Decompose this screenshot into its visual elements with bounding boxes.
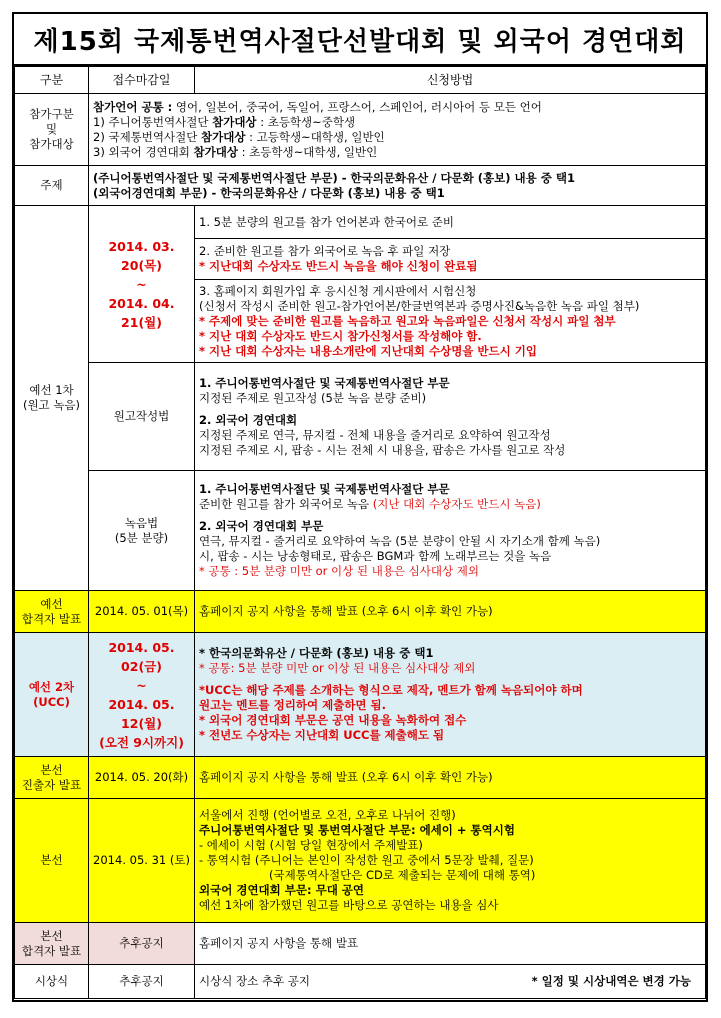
- ceremony-date: 추후공지: [89, 965, 195, 999]
- header-method: 신청방법: [195, 67, 706, 94]
- contest-target-text: : 초등학생~대학생, 일반인: [237, 144, 378, 159]
- ceremony-content: [195, 965, 706, 999]
- ceremony-row: [15, 965, 706, 999]
- intl-target-label: 참가대상: [201, 129, 246, 144]
- script-heading-1: 1. 주니어통번역사절단 및 국제통번역사절단 부문: [199, 375, 450, 390]
- step-3: [195, 280, 705, 363]
- prelim2-row: [15, 633, 706, 757]
- prelim1-date-start: 2014. 03. 20(목): [108, 238, 175, 273]
- record-text-2b: 시, 팝송 - 시는 낭송형태로, 팝송은 BGM과 함께 노래부르는 것을 녹음: [199, 549, 552, 563]
- step-3-note-2: * 지난 대회 수상자도 반드시 참가신청서를 작성해야 함.: [199, 328, 482, 343]
- prelim2-date-end: 2014. 05. 12(월): [108, 696, 175, 731]
- step-3-sub: (신청서 작성시 준비한 원고-참가언어본/한글번역본과 증명사진&녹음한 녹음 파일 첨부): [199, 298, 640, 313]
- prelim1-steps-row: [15, 206, 706, 363]
- finalist-announce-label: 본선 진출자 발표: [15, 757, 89, 799]
- prelim2-line-5: * 외국어 경연대회 부문은 공연 내용을 녹화하여 접수: [199, 713, 467, 727]
- steps-table: [195, 206, 705, 362]
- record-method-label: 녹음법 (5분 분량): [89, 471, 195, 591]
- prelim1-date-sep: ~: [136, 276, 147, 292]
- finalist-announce-row: [15, 757, 706, 799]
- junior-label: 1) 주니어통번역사절단: [93, 114, 213, 129]
- prelim-announce-date: 2014. 05. 01(목): [89, 591, 195, 633]
- final-announce-text: 홈페이지 공지 사항을 통해 발표: [195, 923, 706, 965]
- prelim2-line-6: * 전년도 수상자는 지난대회 UCC를 제출해도 됨: [199, 728, 445, 742]
- prelim2-date-note: (오전 9시까지): [99, 734, 184, 750]
- step-3-text: 3. 홈페이지 회원가입 후 응시신청 게시판에서 시험신청: [199, 283, 477, 298]
- ceremony-note: * 일정 및 시상내역은 변경 가능: [531, 974, 691, 988]
- ceremony-text: 시상식 장소 추후 공지: [199, 974, 310, 988]
- final-date: 2014. 05. 31 (토): [89, 799, 195, 923]
- header-row: [15, 67, 706, 94]
- theme-line-2: (외국어경연대회 부문) - 한국의문화유산 / 다문화 (홍보) 내용 중 택1: [93, 185, 445, 200]
- record-text-1: 준비한 원고를 참가 외국어로 녹음: [199, 497, 370, 511]
- theme-line-1: (주니어통번역사절단 및 국제통번역사절단 부문) - 한국의문화유산 / 다문화 (홍보) 내용 중 택1: [93, 170, 575, 185]
- prelim1-steps: [195, 206, 706, 363]
- finalist-announce-text: 홈페이지 공지 사항을 통해 발표 (오후 6시 이후 확인 가능): [195, 757, 706, 799]
- participants-content: [89, 94, 706, 166]
- contest-label: 3) 외국어 경연대회: [93, 144, 194, 159]
- participants-row: [15, 94, 706, 166]
- step-2-note: * 지난대회 수상자도 반드시 녹음을 해야 신청이 완료됨: [199, 259, 478, 273]
- record-heading-2: 2. 외국어 경연대회 부문: [199, 519, 324, 533]
- contest-target-label: 참가대상: [193, 144, 238, 159]
- final-label: 본선: [15, 799, 89, 923]
- record-heading-1: 1. 주니어통번역사절단 및 국제통번역사절단 부문: [199, 482, 450, 496]
- script-text-2a: 지정된 주제로 연극, 뮤지컬 - 전체 내용을 줄거리로 요약하여 원고작성: [199, 427, 551, 442]
- record-text-2a: 연극, 뮤지컬 - 줄거리로 요약하여 녹음 (5분 분량이 안될 시 자기소개 함께 녹음): [199, 534, 601, 548]
- final-line-1: 서울에서 진행 (언어별로 오전, 오후로 나뉘어 진행): [199, 808, 456, 822]
- prelim2-content: [195, 633, 706, 757]
- script-method-row: [15, 363, 706, 471]
- page-title: 제15회 국제통번역사절단선발대회 및 외국어 경연대회: [14, 14, 706, 66]
- prelim-announce-row: [15, 591, 706, 633]
- prelim1-label: 예선 1차 (원고 녹음): [15, 206, 89, 591]
- final-line-4: - 통역시험 (주니어는 본인이 작성한 원고 중에서 5문장 발췌, 질문): [199, 853, 534, 867]
- script-text-2b: 지정된 주제로 시, 팝송 - 시는 전체 시 내용을, 팝송은 가사를 원고로 작성: [199, 442, 566, 457]
- theme-row: [15, 166, 706, 206]
- final-announce-label: 본선 합격자 발표: [15, 923, 89, 965]
- final-line-5: (국제통역사절단은 CD로 제출되는 문제에 대해 통역): [269, 868, 536, 882]
- ceremony-label: 시상식: [15, 965, 89, 999]
- prelim2-line-3: *UCC는 해당 주제를 소개하는 형식으로 제작, 멘트가 함께 녹음되어야 하며: [199, 683, 583, 697]
- prelim2-line-2: * 공통: 5분 분량 미만 or 이상 된 내용은 심사대상 제외: [199, 661, 476, 675]
- prelim-announce-text: 홈페이지 공지 사항을 통해 발표 (오후 6시 이후 확인 가능): [195, 591, 706, 633]
- final-row: [15, 799, 706, 923]
- document-frame: [12, 12, 708, 1002]
- prelim2-date-sep: ~: [136, 677, 147, 693]
- final-line-6: 외국어 경연대회 부문: 무대 공연: [199, 883, 365, 897]
- final-content: [195, 799, 706, 923]
- header-deadline: 접수마감일: [89, 67, 195, 94]
- intl-target-text: : 고등학생~대학생, 일반인: [245, 129, 385, 144]
- header-category: 구분: [15, 67, 89, 94]
- participants-label: 참가구분 및 참가대상: [15, 94, 89, 166]
- intl-label: 2) 국제통번역사절단: [93, 129, 201, 144]
- script-heading-2: 2. 외국어 경연대회: [199, 412, 298, 427]
- final-line-3: - 에세이 시험 (시험 당일 현장에서 주제발표): [199, 838, 423, 852]
- step-2: [195, 239, 705, 280]
- junior-target-label: 참가대상: [212, 114, 257, 129]
- record-text-2-note: * 공통 : 5분 분량 미만 or 이상 된 내용은 심사대상 제외: [199, 564, 479, 578]
- step-3-note-3: * 지난 대회 수상자는 내용소개란에 지난대회 수상명을 반드시 기입: [199, 343, 537, 358]
- step-1: 1. 5분 분량의 원고를 참가 언어본과 한국어로 준비: [195, 206, 705, 239]
- prelim2-line-4: 원고는 멘트를 정리하여 제출하면 됨.: [199, 698, 387, 712]
- step-2-text: 2. 준비한 원고를 참가 외국어로 녹음 후 파일 저장: [199, 244, 451, 258]
- prelim-announce-label: 예선 합격자 발표: [15, 591, 89, 633]
- prelim2-line-1: * 한국의문화유산 / 다문화 (홍보) 내용 중 택1: [199, 646, 434, 660]
- prelim1-date-end: 2014. 04. 21(월): [108, 295, 175, 330]
- common-language-label: 참가언어 공통 :: [93, 99, 173, 114]
- step-3-note-1: * 주제에 맞는 준비한 원고를 녹음하고 원고와 녹음파일은 신청서 작성시 파일 첨부: [199, 313, 616, 328]
- record-text-1-note: (지난 대회 수상자도 반드시 녹음): [369, 497, 541, 511]
- final-announce-date: 추후공지: [89, 923, 195, 965]
- script-text-1: 지정된 주제로 원고작성 (5분 녹음 분량 준비): [199, 390, 427, 405]
- finalist-announce-date: 2014. 05. 20(화): [89, 757, 195, 799]
- prelim1-date: [89, 206, 195, 363]
- schedule-table: [14, 66, 706, 999]
- prelim2-date: [89, 633, 195, 757]
- junior-target-text: : 초등학생~중학생: [256, 114, 356, 129]
- record-method-content: [195, 471, 706, 591]
- theme-content: [89, 166, 706, 206]
- script-method-content: [195, 363, 706, 471]
- common-language-text: 영어, 일본어, 중국어, 독일어, 프랑스어, 스페인어, 러시아어 등 모든 언어: [172, 99, 542, 114]
- prelim2-label: 예선 2차 (UCC): [15, 633, 89, 757]
- script-method-label: 원고작성법: [89, 363, 195, 471]
- final-line-7: 예선 1차에 참가했던 원고를 바탕으로 공연하는 내용을 심사: [199, 898, 499, 912]
- final-line-2: 주니어통번역사절단 및 통번역사절단 부문: 에세이 + 통역시험: [199, 823, 515, 837]
- record-method-row: [15, 471, 706, 591]
- theme-label: 주제: [15, 166, 89, 206]
- final-announce-row: [15, 923, 706, 965]
- prelim2-date-start: 2014. 05. 02(금): [108, 639, 175, 674]
